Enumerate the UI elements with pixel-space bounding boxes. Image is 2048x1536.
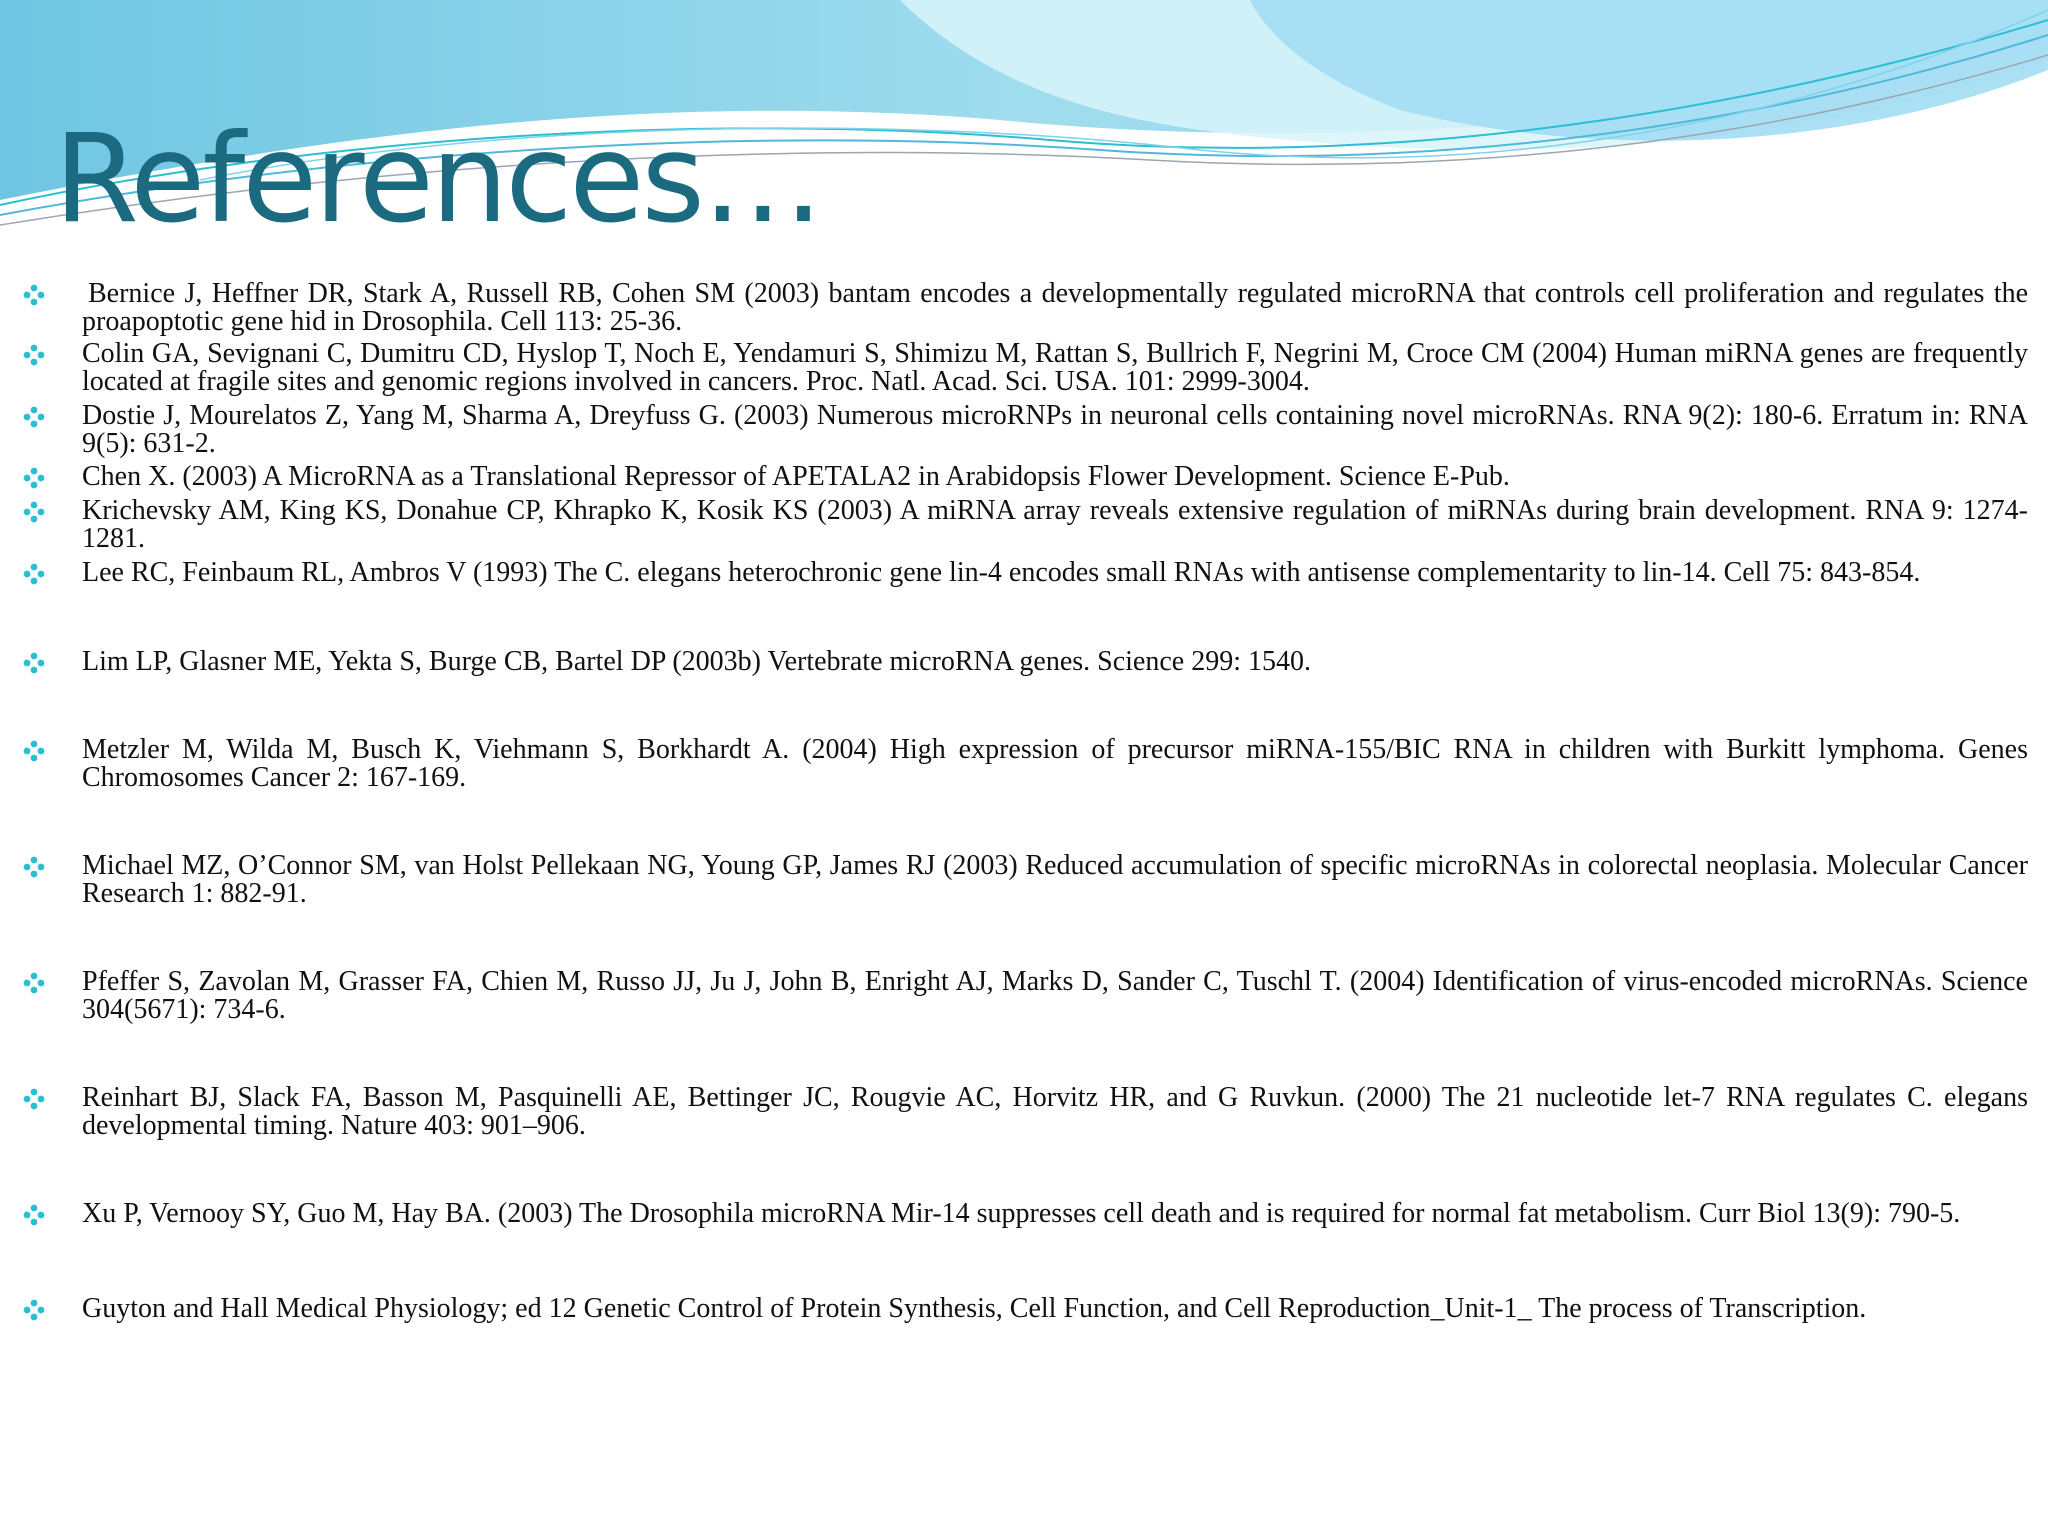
diamond-bullet-icon <box>22 739 46 763</box>
slide-title: References… <box>54 108 821 250</box>
diamond-bullet-icon <box>22 651 46 675</box>
diamond-bullet-icon <box>22 971 46 995</box>
reference-item: Krichevsky AM, King KS, Donahue CP, Khrapko K, Kosik KS (2003) A miRNA array reveals extensive regulation of miRNAs during brain development. RNA 9: 1274-1281. <box>82 495 2028 554</box>
reference-item: Michael MZ, O’Connor SM, van Holst Pellekaan NG, Young GP, James RJ (2003) Reduced accumulation of specific microRNAs in colorectal neoplasia. Molecular Cancer Research 1: 882-91. <box>82 850 2028 909</box>
diamond-bullet-icon <box>22 1203 46 1227</box>
reference-item: Colin GA, Sevignani C, Dumitru CD, Hyslop T, Noch E, Yendamuri S, Shimizu M, Rattan S, Bullrich F, Negrini M, Croce CM (2004) Human miRNA genes are frequently located at fragile sites and genomic regions involved in cancers. Proc. Natl. Acad. Sci. USA. 101: 2999-3004. <box>82 338 2028 397</box>
reference-item: Dostie J, Mourelatos Z, Yang M, Sharma A, Dreyfuss G. (2003) Numerous microRNPs in neuronal cells containing novel microRNAs. RNA 9(2): 180-6. Erratum in: RNA 9(5): 631-2. <box>82 400 2028 459</box>
diamond-bullet-icon <box>22 1298 46 1322</box>
diamond-bullet-icon <box>22 1087 46 1111</box>
reference-item: Metzler M, Wilda M, Busch K, Viehmann S, Borkhardt A. (2004) High expression of precursor miRNA-155/BIC RNA in children with Burkitt lymphoma. Genes Chromosomes Cancer 2: 167-169. <box>82 734 2028 793</box>
reference-item: Xu P, Vernooy SY, Guo M, Hay BA. (2003) The Drosophila microRNA Mir-14 suppresses cell death and is required for normal fat metabolism. Curr Biol 13(9): 790-5. <box>82 1198 1961 1229</box>
diamond-bullet-icon <box>22 466 46 490</box>
reference-item: Lee RC, Feinbaum RL, Ambros V (1993) The C. elegans heterochronic gene lin-4 encodes small RNAs with antisense complementarity to lin-14. Cell 75: 843-854. <box>82 557 1921 588</box>
reference-item: Chen X. (2003) A MicroRNA as a Translational Repressor of APETALA2 in Arabidopsis Flower Development. Science E-Pub. <box>82 461 1510 492</box>
reference-item: Lim LP, Glasner ME, Yekta S, Burge CB, Bartel DP (2003b) Vertebrate microRNA genes. Science 299: 1540. <box>82 646 1311 677</box>
diamond-bullet-icon <box>22 283 46 307</box>
diamond-bullet-icon <box>22 500 46 524</box>
reference-item: Pfeffer S, Zavolan M, Grasser FA, Chien M, Russo JJ, Ju J, John B, Enright AJ, Marks D, Sander C, Tuschl T. (2004) Identification of virus-encoded microRNAs. Science 304(5671): 734-6. <box>82 966 2028 1025</box>
diamond-bullet-icon <box>22 343 46 367</box>
reference-item: Bernice J, Heffner DR, Stark A, Russell RB, Cohen SM (2003) bantam encodes a developmentally regulated microRNA that controls cell proliferation and regulates the proapoptotic gene hid in Drosophila. Cell 113: 25-36. <box>82 278 2028 337</box>
diamond-bullet-icon <box>22 855 46 879</box>
reference-item: Guyton and Hall Medical Physiology; ed 12 Genetic Control of Protein Synthesis, Cell Function, and Cell Reproduction_Unit-1_ The process of Transcription. <box>82 1293 1867 1324</box>
diamond-bullet-icon <box>22 562 46 586</box>
reference-item: Reinhart BJ, Slack FA, Basson M, Pasquinelli AE, Bettinger JC, Rougvie AC, Horvitz HR, and G Ruvkun. (2000) The 21 nucleotide let-7 RNA regulates C. elegans developmental timing. Nature 403: 901–906. <box>82 1082 2028 1141</box>
diamond-bullet-icon <box>22 405 46 429</box>
